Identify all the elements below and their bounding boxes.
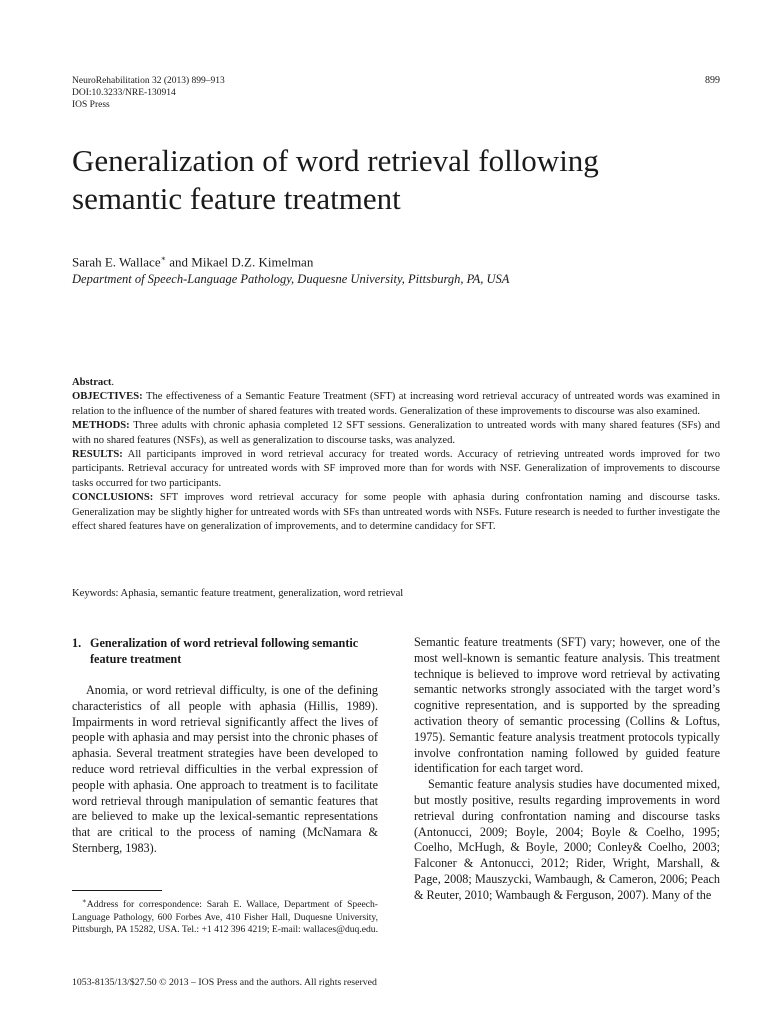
body-paragraph-2: Semantic feature treatments (SFT) vary; however, one of the most well-known is semantic feature analysis. This treatment technique is believed to improve word retrieval by activating semantic networks strongly associated with the target word’s cognitive representation, and is supported by the spreading activation theory of semantic processing (Collins & Loftus, 1975). Semantic feature analysis treatment protocols typically involve confrontation naming followed by guided feature identification for each target word. — [414, 635, 720, 776]
section-number: 1. — [72, 636, 82, 650]
footnote-mark: ∗ — [82, 897, 87, 905]
author-name: Sarah E. Wallace — [72, 254, 161, 270]
footnote-marker: ∗ — [160, 254, 167, 263]
paper-title — [72, 142, 732, 218]
journal-citation: NeuroRehabilitation 32 (2013) 899–913 — [72, 76, 225, 86]
results-text: All participants improved in word retrieval accuracy for treated words. Accuracy of retrieving untreated words improved for two participants. Retrieval accuracy for untreated words with SF improved more than for words with NSF. Generalization of improvements to discourse tasks occurred for two participants. — [72, 449, 720, 489]
page-number: 899 — [705, 75, 720, 86]
publisher: IOS Press — [72, 100, 110, 110]
right-column — [414, 635, 720, 904]
abstract-objectives — [72, 390, 720, 419]
body-paragraph-1: Anomia, or word retrieval difficulty, is one of the defining characteristics of all people with aphasia (Hillis, 1989). Impairments in word retrieval significantly affect the lives of people with aphasia and may persist into the chronic phases of aphasia. Several treatment strategies have been developed to reduce word retrieval difficulties in the verbal expression of people with aphasia. One approach to treatment is to facilitate word retrieval through manipulation of semantic features that are believed to make up the lexical-semantic representations that are critical to the process of naming (McNamara & Sternberg, 1983). — [72, 683, 378, 855]
title-line-2: semantic feature treatment — [72, 181, 401, 216]
author-list — [72, 254, 313, 270]
affiliation: Department of Speech-Language Pathology, Duquesne University, Pittsburgh, PA, USA — [72, 272, 510, 286]
section-heading — [72, 635, 378, 667]
section-title: Generalization of word retrieval following semantic feature treatment — [90, 636, 359, 666]
coauthor-name: and Mikael D.Z. Kimelman — [166, 254, 314, 270]
methods-text: Three adults with chronic aphasia completed 12 SFT sessions. Generalization to untreated words with many shared features (SFs) and with no shared features (NSFs), as well as generalization to discourse tasks, was analyzed. — [72, 420, 720, 446]
abstract — [72, 376, 720, 534]
abstract-results — [72, 448, 720, 491]
results-label: RESULTS: — [72, 449, 123, 461]
keywords: Keywords: Aphasia, semantic feature treatment, generalization, word retrieval — [72, 588, 404, 599]
footnote-text: Address for correspondence: Sarah E. Wallace, Department of Speech-Language Pathology, 600 Forbes Ave, 410 Fisher Hall, Duquesne University, Pittsburgh, PA 15282, USA. Tel.: +1 412 396 4219; E-mail: wallaces@duq.edu. — [72, 899, 379, 936]
abstract-conclusions — [72, 491, 720, 534]
footnote-divider — [72, 890, 162, 891]
body-paragraph-3: Semantic feature analysis studies have documented mixed, but mostly positive, results regarding improvements in word retrieval during confrontation naming and discourse tasks (Antonucci, 2009; Boyle, 2004; Boyle & Coelho, 1995; Coelho, McHugh, & Boyle, 2000; Conley& Coelho, 2003; Falconer & Antonucci, 2012; Rider, Wright, Marshall, & Page, 2008; Mauszycki, Wambaugh, & Cameron, 2006; Peach & Reuter, 2010; Wambaugh & Ferguson, 2007). Many of the — [414, 777, 720, 902]
abstract-label-period: . — [111, 377, 115, 388]
correspondence-footnote — [72, 895, 378, 937]
objectives-text: The effectiveness of a Semantic Feature Treatment (SFT) at increasing word retrieval accuracy of untreated words was examined in relation to the influence of the number of shared features with treated words. Generalization of these improvements to discourse was also examined. — [72, 391, 720, 417]
abstract-label: Abstract — [72, 377, 112, 388]
methods-label: METHODS: — [72, 420, 130, 432]
abstract-heading — [72, 376, 720, 390]
conclusions-text: SFT improves word retrieval accuracy for some people with aphasia during confrontation naming and discourse tasks. Generalization may be slightly higher for untreated words with SFs than untreated words with NSFs. Future research is needed to further investigate the effect shared features have on generalization of improvements, and to determine candidacy for SFT. — [72, 492, 720, 533]
title-line-1: Generalization of word retrieval following — [72, 143, 599, 178]
left-column — [72, 635, 378, 857]
journal-info — [72, 75, 225, 111]
copyright-line: 1053-8135/13/$27.50 © 2013 – IOS Press and the authors. All rights reserved — [72, 977, 377, 988]
conclusions-label: CONCLUSIONS: — [72, 492, 154, 504]
abstract-methods — [72, 419, 720, 448]
doi: DOI:10.3233/NRE-130914 — [72, 88, 176, 98]
objectives-label: OBJECTIVES: — [72, 391, 143, 403]
